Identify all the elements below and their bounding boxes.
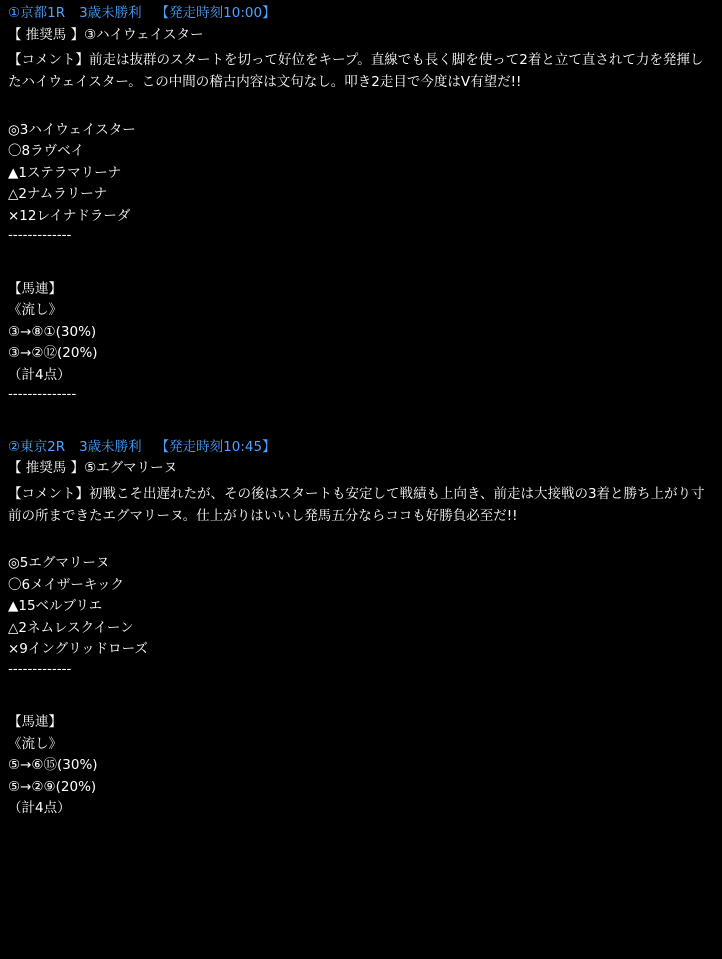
race-class-2: 3歳未勝利 (79, 438, 142, 455)
race-posttime-2: 【発走時刻10:45】 (155, 438, 276, 455)
bet-total-1: （計4点） (8, 366, 71, 383)
divider-1-1: ------------- (8, 227, 72, 244)
pick-2-4: △2ネムレスクイーン (8, 619, 134, 636)
race-comment-2: 【コメント】初戦こそ出遅れたが、その後はスタートも安定して戦績も上向き、前走は大接戦の3着と勝ち上がり寸前の所まできたエグマリーヌ。仕上がりはいいし発馬五分ならココも好勝負必至だ!! (8, 485, 705, 524)
race-block-1 (0, 4, 722, 404)
race-comment-1: 【コメント】前走は抜群のスタートを切って好位をキープ。直線でも長く脚を使って2着と立て直されて力を発揮したハイウェイスター。この中間の稽古内容は文句なし。叩き2走目で今度はV有望だ!! (8, 52, 704, 90)
divider-1-2: -------------- (8, 386, 77, 403)
race-number-2: ②東京2R (8, 438, 66, 455)
pick-1-3: ▲1ステラマリーナ (8, 164, 122, 181)
race-posttime-1: 【発走時刻10:00】 (155, 5, 276, 21)
race-class-1: 3歳未勝利 (79, 5, 142, 21)
pick-2-5: ×9イングリッドローズ (8, 641, 148, 658)
recommended-horse-1: 【 推奨馬 】③ハイウェイスター (8, 26, 204, 43)
bet-type-2: 【馬連】 (8, 714, 62, 731)
bet-row-2-1: ⑤→⑥⑮(30%) (8, 757, 98, 774)
race-number-1: ①京都1R (8, 5, 66, 21)
divider-2-1: ------------- (8, 660, 72, 677)
bet-type-1: 【馬連】 (8, 280, 62, 297)
pick-2-1: ◎5エグマリーヌ (8, 555, 110, 572)
pick-1-1: ◎3ハイウェイスター (8, 121, 136, 138)
pick-1-5: ×12レイナドラーダ (8, 207, 131, 224)
recommended-horse-2: 【 推奨馬 】⑤エグマリーヌ (8, 460, 178, 477)
bet-row-1-2: ③→②⑫(20%) (8, 345, 98, 362)
race-header-2 (8, 438, 714, 459)
bet-total-2: （計4点） (8, 800, 71, 817)
pick-2-3: ▲15ベルブリエ (8, 598, 103, 615)
race-block-2 (0, 438, 722, 820)
bet-style-1: 《流し》 (8, 302, 62, 319)
pick-1-2: 〇8ラヴベイ (8, 143, 85, 160)
race-header-1 (8, 4, 714, 25)
pick-2-2: 〇6メイザーキック (8, 576, 125, 593)
bet-row-2-2: ⑤→②⑨(20%) (8, 778, 97, 795)
bet-style-2: 《流し》 (8, 735, 62, 752)
bet-row-1-1: ③→⑧①(30%) (8, 323, 97, 340)
pick-1-4: △2ナムラリーナ (8, 186, 108, 203)
